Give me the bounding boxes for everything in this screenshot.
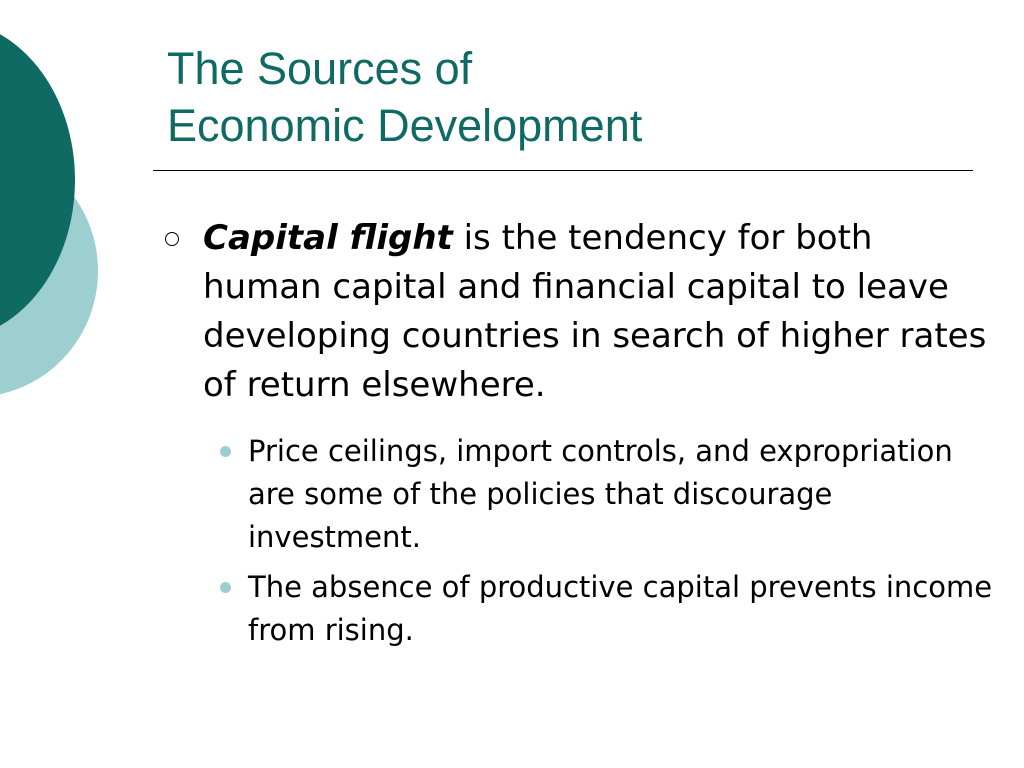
main-bullet-text: is the tendency for both human capital and financial capital to leave developing countries in search of higher rates of return elsewhere. [203,218,987,405]
hollow-circle-bullet-icon [165,232,179,246]
slide-title [167,40,987,154]
sub-bullet-text: The absence of productive capital prevents income from rising. [248,570,993,647]
dot-bullet-icon [220,582,231,593]
title-line-2: Economic Development [167,100,643,151]
title-divider [153,170,973,171]
slide-content [160,214,1000,659]
key-term: Capital flight [203,218,453,258]
sub-bullet-text: Price ceilings, import controls, and expropriation are some of the policies that discourage investment. [248,434,953,554]
dot-bullet-icon [220,446,231,457]
title-line-1: The Sources of [167,43,473,94]
main-bullet [160,214,1000,410]
sub-bullet [160,430,1000,559]
sub-bullet [160,566,1000,652]
sub-bullet-list [160,430,1000,652]
